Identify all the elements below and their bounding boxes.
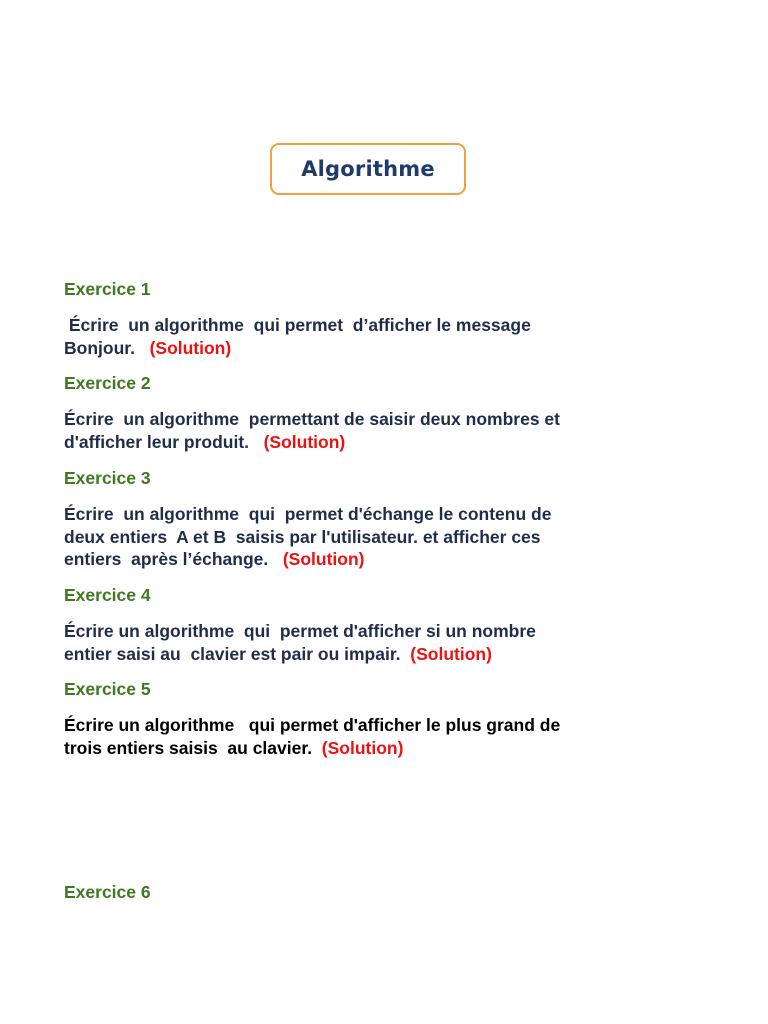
exercise-4-heading: Exercice 4 [64, 585, 151, 605]
exercise-6-heading: Exercice 6 [64, 882, 151, 902]
exercise-1-text [64, 314, 704, 359]
exercise-2-line-2: d'afficher leur produit. (Solution) [64, 431, 346, 452]
exercise-3-line-3: entiers après l’échange. (Solution) [64, 549, 365, 569]
exercise-3-heading: Exercice 3 [64, 468, 151, 488]
exercise-5-line-1: Écrire un algorithme qui permet d'afficher le plus grand de [64, 715, 561, 735]
exercise-4-text [64, 620, 704, 665]
exercise-1-line-1: Écrire un algorithme qui permet d’afficher le message [64, 315, 531, 335]
exercise-4-line-2: entier saisi au clavier est pair ou impair. (Solution) [64, 643, 492, 664]
exercise-5-heading: Exercice 5 [64, 679, 151, 699]
exercise-3-line-1: Écrire un algorithme qui permet d'échange le contenu de [64, 504, 552, 524]
exercise-2-solution-link[interactable]: (Solution) [263, 431, 346, 452]
exercise-2-heading: Exercice 2 [64, 373, 151, 393]
title-box [270, 143, 466, 195]
exercise-1-solution-link[interactable]: (Solution) [149, 337, 232, 358]
exercise-1-heading: Exercice 1 [64, 279, 151, 299]
exercise-5-text [64, 714, 704, 759]
exercise-5-solution-link[interactable]: (Solution) [321, 737, 404, 758]
exercise-3-line-2: deux entiers A et B saisis par l'utilisateur. et afficher ces [64, 526, 541, 547]
page-title: Algorithme [301, 157, 435, 181]
exercise-3-text [64, 503, 704, 571]
exercise-2-text [64, 408, 704, 453]
exercise-5-line-2: trois entiers saisis au clavier. (Solution) [64, 737, 404, 758]
exercise-4-line-1: Écrire un algorithme qui permet d'afficher si un nombre [64, 621, 536, 641]
exercise-4-solution-link[interactable]: (Solution) [410, 643, 492, 664]
exercise-1-line-2: Bonjour. (Solution) [64, 337, 232, 358]
exercise-2-line-1: Écrire un algorithme permettant de saisir deux nombres et [64, 409, 560, 429]
exercise-3-solution-link[interactable]: (Solution) [282, 549, 365, 569]
